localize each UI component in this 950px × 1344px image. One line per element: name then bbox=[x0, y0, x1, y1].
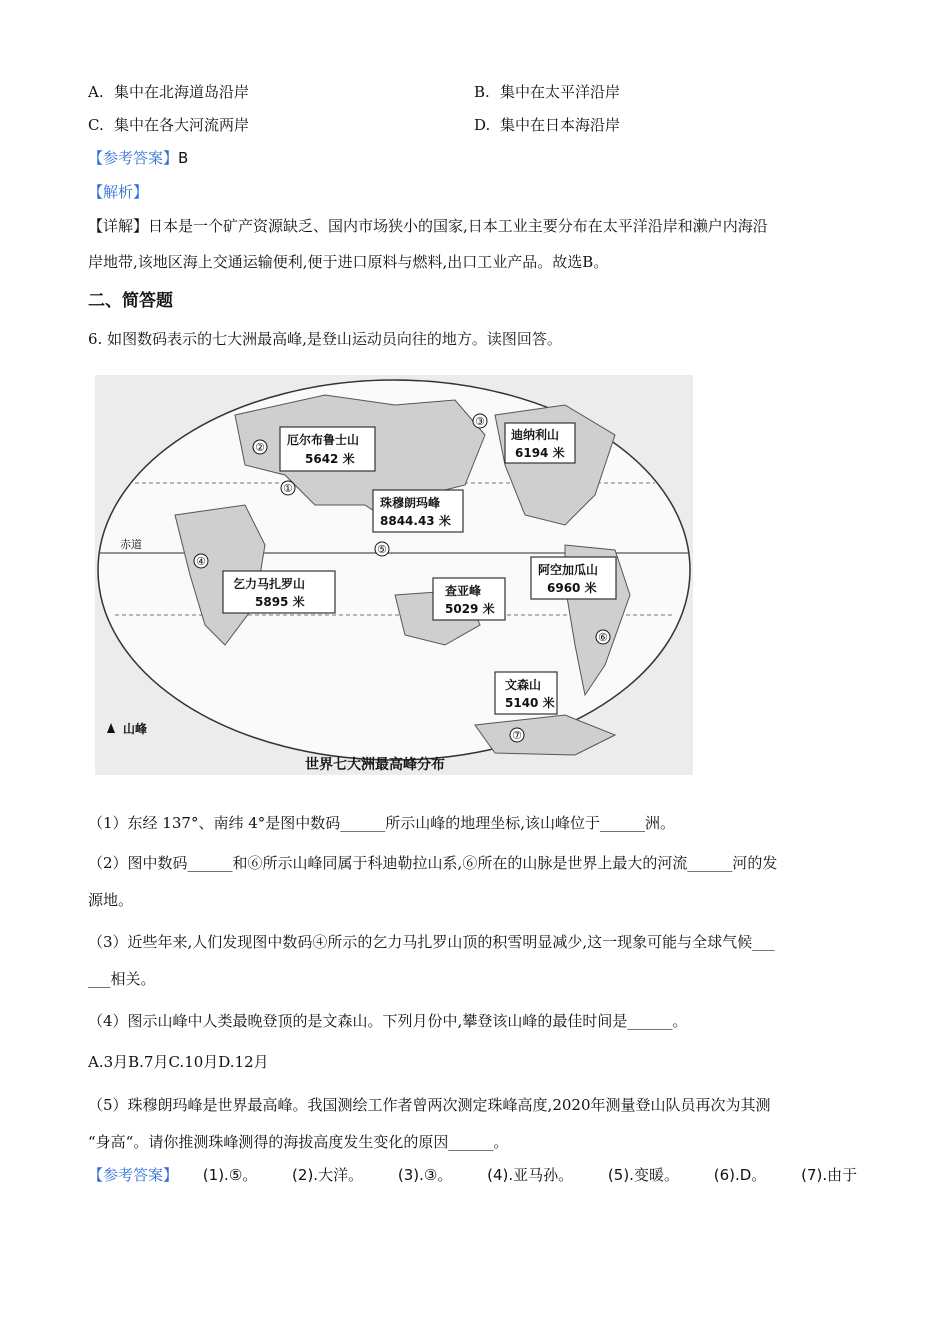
world-peaks-map bbox=[95, 375, 693, 775]
sub-question-2-line-1: （2）图中数码______和⑥所示山峰同属于科迪勒拉山系,⑥所在的山脉是世界上最大的河流______河的发 bbox=[88, 854, 778, 872]
svg-text:8844.43 米: 8844.43 米 bbox=[380, 514, 451, 528]
svg-text:⑥: ⑥ bbox=[598, 631, 608, 644]
sub-question-3-line-1: （3）近些年来,人们发现图中数码④所示的乞力马扎罗山顶的积雪明显减少,这一现象可能与全球气候___ bbox=[88, 933, 775, 951]
answer-6: (6).D。 bbox=[713, 1166, 767, 1184]
detail-line-1: 【详解】日本是一个矿产资源缺乏、国内市场狭小的国家,日本工业主要分布在太平洋沿岸和濑户内海沿 bbox=[88, 217, 768, 235]
answers-row: 【参考答案】 (1).⑤。 (2).大洋。 (3).③。 (4).亚马孙。 (5).变暖。 (6).D。 (7).由于 bbox=[88, 1166, 858, 1184]
option-a: A. 集中在北海道岛沿岸 bbox=[88, 83, 250, 101]
answer-4: (4).亚马孙。 bbox=[487, 1166, 574, 1184]
analysis-label: 【解析】 bbox=[88, 183, 149, 201]
answer-7: (7).由于 bbox=[801, 1166, 858, 1184]
option-c: C. 集中在各大河流两岸 bbox=[88, 116, 250, 134]
svg-text:5029 米: 5029 米 bbox=[445, 602, 495, 616]
svg-text:6960 米: 6960 米 bbox=[547, 581, 597, 595]
svg-text:④: ④ bbox=[196, 555, 206, 568]
sub-question-5-line-1: （5）珠穆朗玛峰是世界最高峰。我国测绘工作者曾两次测定珠峰高度,2020年测量登山队员再次为其测 bbox=[88, 1096, 771, 1114]
answer-3: (3).③。 bbox=[397, 1166, 453, 1184]
mountain-icon bbox=[107, 723, 115, 733]
svg-text:6194 米: 6194 米 bbox=[515, 446, 565, 460]
reference-answer: 【参考答案】B bbox=[88, 149, 189, 167]
sub-question-5-line-2: “身高“。请你推测珠峰测得的海拔高度发生变化的原因______。 bbox=[88, 1133, 509, 1151]
svg-text:阿空加瓜山: 阿空加瓜山 bbox=[538, 563, 599, 577]
answer-1: (1).⑤。 bbox=[202, 1166, 258, 1184]
sub-question-3-line-2: ___相关。 bbox=[88, 970, 156, 988]
section-title: 二、简答题 bbox=[88, 291, 173, 311]
detail-line-2: 岸地带,该地区海上交通运输便利,便于进口原料与燃料,出口工业产品。故选B。 bbox=[88, 253, 609, 271]
sub-question-4: （4）图示山峰中人类最晚登顶的是文森山。下列月份中,攀登该山峰的最佳时间是______。 bbox=[88, 1012, 688, 1030]
svg-text:⑤: ⑤ bbox=[377, 543, 387, 556]
sub-question-2-line-2: 源地。 bbox=[88, 891, 134, 909]
svg-text:⑦: ⑦ bbox=[512, 729, 522, 742]
legend-label: 山峰 bbox=[123, 722, 148, 736]
question-6-stem: 6. 如图数码表示的七大洲最高峰,是登山运动员向往的地方。读图回答。 bbox=[88, 330, 562, 348]
sub-question-4-options: A.3月B.7月C.10月D.12月 bbox=[88, 1053, 269, 1071]
svg-text:查亚峰: 查亚峰 bbox=[445, 584, 482, 598]
answer-5: (5).变暖。 bbox=[607, 1166, 679, 1184]
svg-text:5642 米: 5642 米 bbox=[305, 452, 355, 466]
option-d: D. 集中在日本海沿岸 bbox=[474, 116, 621, 134]
svg-text:乞力马扎罗山: 乞力马扎罗山 bbox=[233, 577, 306, 591]
svg-text:珠穆朗玛峰: 珠穆朗玛峰 bbox=[380, 496, 441, 510]
svg-text:5140 米: 5140 米 bbox=[505, 696, 555, 710]
svg-text:②: ② bbox=[255, 441, 265, 454]
svg-text:厄尔布鲁士山: 厄尔布鲁士山 bbox=[287, 433, 360, 447]
answer-2: (2).大洋。 bbox=[292, 1166, 364, 1184]
sub-question-1: （1）东经 137°、南纬 4°是图中数码______所示山峰的地理坐标,该山峰位于______洲。 bbox=[88, 814, 676, 832]
svg-text:文森山: 文森山 bbox=[505, 678, 542, 692]
svg-text:迪纳利山: 迪纳利山 bbox=[511, 428, 560, 442]
svg-text:①: ① bbox=[283, 482, 293, 495]
svg-text:5895 米: 5895 米 bbox=[255, 595, 305, 609]
option-b: B. 集中在太平洋沿岸 bbox=[474, 83, 621, 101]
svg-text:③: ③ bbox=[475, 415, 485, 428]
map-svg bbox=[95, 375, 693, 775]
equator-label: 赤道 bbox=[120, 538, 142, 551]
map-caption: 世界七大洲最高峰分布 bbox=[305, 757, 445, 773]
